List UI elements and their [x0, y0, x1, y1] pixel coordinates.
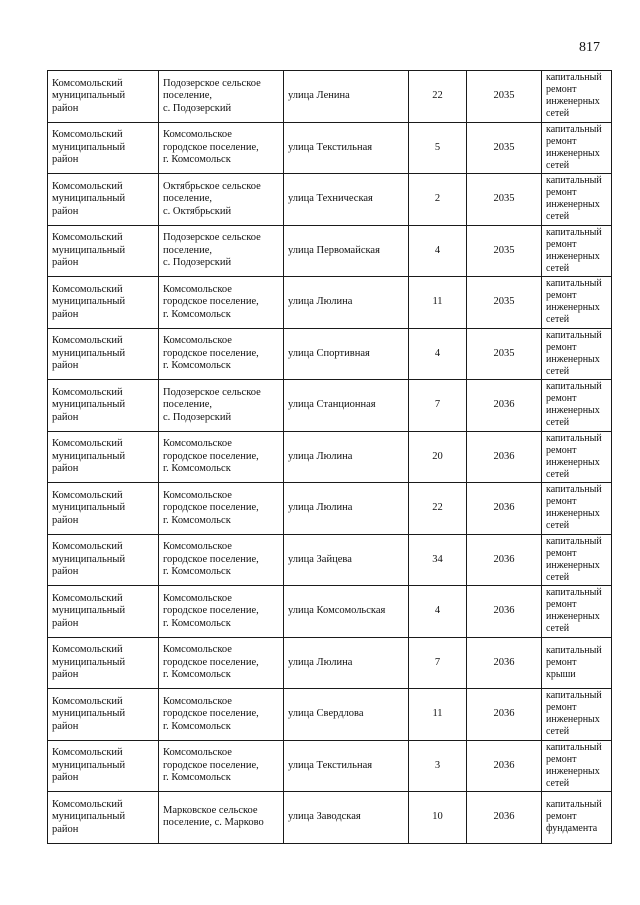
district-cell: Комсомольский муниципальный район — [48, 534, 159, 586]
table-row — [48, 431, 612, 483]
table-row — [48, 689, 612, 741]
work-type-cell: капитальный ремонт крыши — [542, 637, 612, 689]
year-cell: 2036 — [467, 586, 542, 638]
year-cell: 2035 — [467, 328, 542, 380]
house-number-cell: 3 — [409, 740, 467, 792]
district-cell: Комсомольский муниципальный район — [48, 637, 159, 689]
district-cell: Комсомольский муниципальный район — [48, 380, 159, 432]
year-cell: 2036 — [467, 534, 542, 586]
table-row — [48, 71, 612, 123]
district-cell: Комсомольский муниципальный район — [48, 71, 159, 123]
table-row — [48, 483, 612, 535]
table-row — [48, 586, 612, 638]
district-cell: Комсомольский муниципальный район — [48, 483, 159, 535]
street-cell: улица Люлина — [284, 637, 409, 689]
street-cell: улица Люлина — [284, 431, 409, 483]
settlement-cell: Комсомольское городское поселение, г. Комсомольск — [159, 277, 284, 329]
table-row — [48, 380, 612, 432]
work-type-cell: капитальный ремонт инженерных сетей — [542, 380, 612, 432]
work-type-cell: капитальный ремонт инженерных сетей — [542, 431, 612, 483]
district-cell: Комсомольский муниципальный район — [48, 225, 159, 277]
house-number-cell: 22 — [409, 71, 467, 123]
year-cell: 2036 — [467, 637, 542, 689]
table-row — [48, 122, 612, 174]
house-number-cell: 11 — [409, 277, 467, 329]
table-row — [48, 740, 612, 792]
house-number-cell: 4 — [409, 328, 467, 380]
year-cell: 2036 — [467, 689, 542, 741]
settlement-cell: Комсомольское городское поселение, г. Комсомольск — [159, 740, 284, 792]
district-cell: Комсомольский муниципальный район — [48, 586, 159, 638]
house-number-cell: 4 — [409, 225, 467, 277]
street-cell: улица Станционная — [284, 380, 409, 432]
settlement-cell: Комсомольское городское поселение, г. Комсомольск — [159, 689, 284, 741]
year-cell: 2035 — [467, 174, 542, 226]
work-type-cell: капитальный ремонт фундамента — [542, 792, 612, 844]
house-number-cell: 10 — [409, 792, 467, 844]
district-cell: Комсомольский муниципальный район — [48, 122, 159, 174]
settlement-cell: Подозерское сельское поселение, с. Подозерский — [159, 380, 284, 432]
table-row — [48, 328, 612, 380]
work-type-cell: капитальный ремонт инженерных сетей — [542, 534, 612, 586]
work-type-cell: капитальный ремонт инженерных сетей — [542, 71, 612, 123]
district-cell: Комсомольский муниципальный район — [48, 740, 159, 792]
street-cell: улица Комсомольская — [284, 586, 409, 638]
street-cell: улица Первомайская — [284, 225, 409, 277]
year-cell: 2035 — [467, 277, 542, 329]
year-cell: 2036 — [467, 431, 542, 483]
district-cell: Комсомольский муниципальный район — [48, 431, 159, 483]
table-row — [48, 277, 612, 329]
house-number-cell: 2 — [409, 174, 467, 226]
district-cell: Комсомольский муниципальный район — [48, 689, 159, 741]
table-row — [48, 534, 612, 586]
settlement-cell: Комсомольское городское поселение, г. Комсомольск — [159, 534, 284, 586]
house-number-cell: 22 — [409, 483, 467, 535]
street-cell: улица Заводская — [284, 792, 409, 844]
house-number-cell: 5 — [409, 122, 467, 174]
street-cell: улица Ленина — [284, 71, 409, 123]
work-type-cell: капитальный ремонт инженерных сетей — [542, 277, 612, 329]
house-number-cell: 34 — [409, 534, 467, 586]
street-cell: улица Зайцева — [284, 534, 409, 586]
settlement-cell: Комсомольское городское поселение, г. Комсомольск — [159, 637, 284, 689]
street-cell: улица Люлина — [284, 483, 409, 535]
year-cell: 2035 — [467, 225, 542, 277]
work-type-cell: капитальный ремонт инженерных сетей — [542, 740, 612, 792]
work-type-cell: капитальный ремонт инженерных сетей — [542, 122, 612, 174]
work-type-cell: капитальный ремонт инженерных сетей — [542, 328, 612, 380]
settlement-cell: Подозерское сельское поселение, с. Подозерский — [159, 71, 284, 123]
district-cell: Комсомольский муниципальный район — [48, 277, 159, 329]
house-number-cell: 7 — [409, 637, 467, 689]
settlement-cell: Октябрьское сельское поселение, с. Октябрьский — [159, 174, 284, 226]
district-cell: Комсомольский муниципальный район — [48, 328, 159, 380]
page-number: 817 — [579, 40, 600, 55]
settlement-cell: Подозерское сельское поселение, с. Подозерский — [159, 225, 284, 277]
street-cell: улица Свердлова — [284, 689, 409, 741]
table-row — [48, 792, 612, 844]
district-cell: Комсомольский муниципальный район — [48, 792, 159, 844]
settlement-cell: Комсомольское городское поселение, г. Комсомольск — [159, 122, 284, 174]
house-number-cell: 7 — [409, 380, 467, 432]
street-cell: улица Люлина — [284, 277, 409, 329]
table-row — [48, 225, 612, 277]
year-cell: 2036 — [467, 380, 542, 432]
street-cell: улица Текстильная — [284, 122, 409, 174]
street-cell: улица Текстильная — [284, 740, 409, 792]
settlement-cell: Комсомольское городское поселение, г. Комсомольск — [159, 483, 284, 535]
street-cell: улица Техническая — [284, 174, 409, 226]
settlement-cell: Комсомольское городское поселение, г. Комсомольск — [159, 431, 284, 483]
street-cell: улица Спортивная — [284, 328, 409, 380]
year-cell: 2036 — [467, 483, 542, 535]
year-cell: 2035 — [467, 71, 542, 123]
work-type-cell: капитальный ремонт инженерных сетей — [542, 174, 612, 226]
house-number-cell: 20 — [409, 431, 467, 483]
repair-schedule-table — [47, 70, 612, 844]
settlement-cell: Марковское сельское поселение, с. Марково — [159, 792, 284, 844]
work-type-cell: капитальный ремонт инженерных сетей — [542, 586, 612, 638]
district-cell: Комсомольский муниципальный район — [48, 174, 159, 226]
work-type-cell: капитальный ремонт инженерных сетей — [542, 483, 612, 535]
house-number-cell: 11 — [409, 689, 467, 741]
table-row — [48, 637, 612, 689]
work-type-cell: капитальный ремонт инженерных сетей — [542, 689, 612, 741]
table-row — [48, 174, 612, 226]
year-cell: 2036 — [467, 792, 542, 844]
house-number-cell: 4 — [409, 586, 467, 638]
settlement-cell: Комсомольское городское поселение, г. Комсомольск — [159, 586, 284, 638]
work-type-cell: капитальный ремонт инженерных сетей — [542, 225, 612, 277]
year-cell: 2036 — [467, 740, 542, 792]
year-cell: 2035 — [467, 122, 542, 174]
settlement-cell: Комсомольское городское поселение, г. Комсомольск — [159, 328, 284, 380]
table-body — [48, 71, 612, 844]
